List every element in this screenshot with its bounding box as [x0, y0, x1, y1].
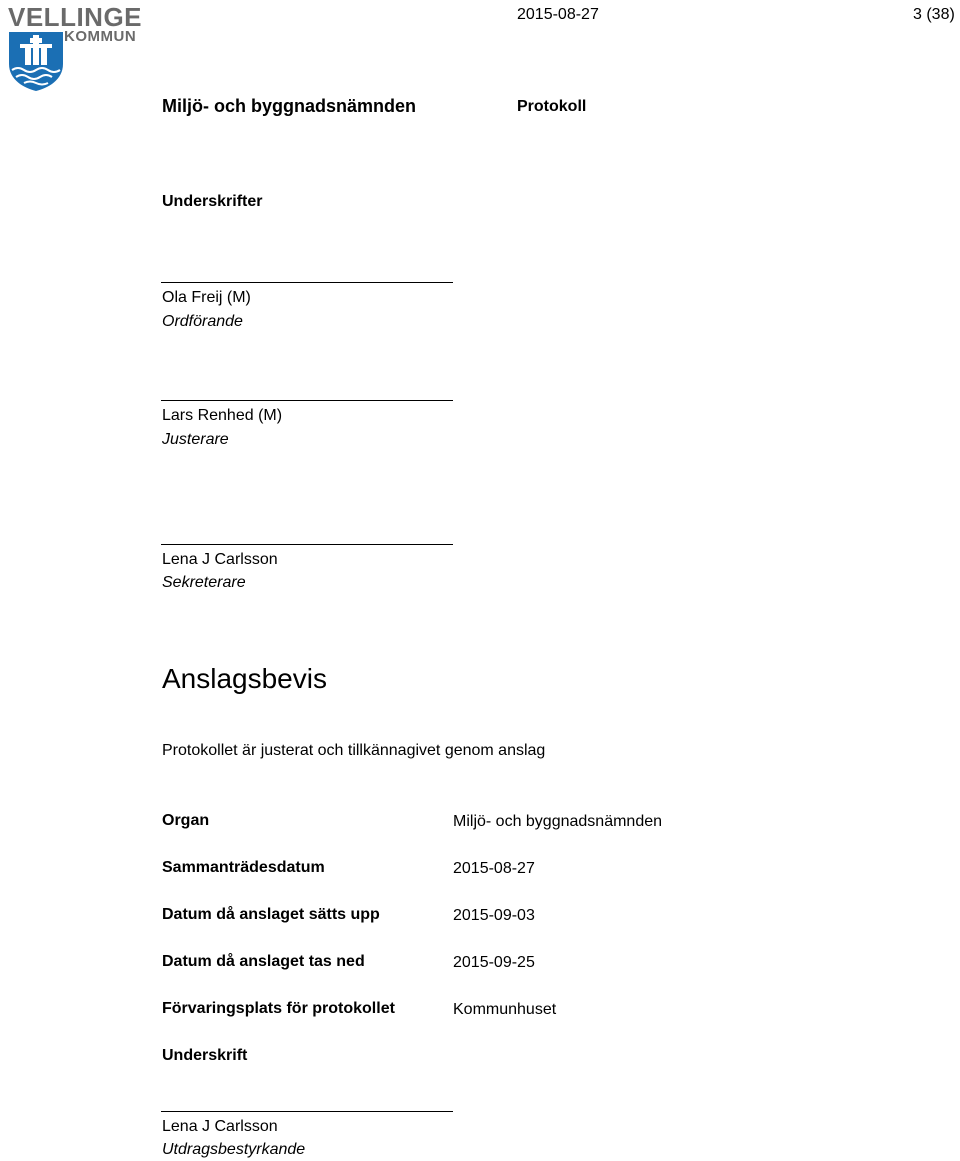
- signature-line: [161, 282, 453, 283]
- signatory-role: Utdragsbestyrkande: [162, 1141, 306, 1158]
- signatures-heading: Underskrifter: [162, 193, 263, 210]
- page-number: 3 (38): [913, 6, 955, 23]
- notice-signature-heading: Underskrift: [162, 1047, 248, 1064]
- logo-name: VELLINGE: [8, 2, 143, 32]
- notice-row-label: Organ: [162, 812, 210, 829]
- notice-text: Protokollet är justerat och tillkännagivet genom anslag: [162, 742, 546, 759]
- notice-row-label: Sammanträdesdatum: [162, 859, 325, 876]
- signature-line: [161, 1111, 453, 1112]
- notice-row-value: 2015-08-27: [453, 860, 535, 877]
- notice-row-label: Förvaringsplats för protokollet: [162, 1000, 395, 1017]
- signatory-name: Ola Freij (M): [162, 289, 251, 306]
- logo-subname: KOMMUN: [64, 28, 137, 45]
- signatory-name: Lars Renhed (M): [162, 407, 283, 424]
- notice-title: Anslagsbevis: [162, 663, 327, 694]
- board-name: Miljö- och byggnadsnämnden: [162, 96, 417, 116]
- document-type: Protokoll: [517, 98, 587, 115]
- notice-row-label: Datum då anslaget sätts upp: [162, 906, 380, 923]
- notice-row-value: Miljö- och byggnadsnämnden: [453, 813, 663, 830]
- notice-row-label: Datum då anslaget tas ned: [162, 953, 365, 970]
- vellinge-kommun-logo: [8, 4, 154, 94]
- notice-row-value: Kommunhuset: [453, 1001, 557, 1018]
- coat-of-arms-icon: [8, 30, 64, 92]
- header-date: 2015-08-27: [517, 6, 599, 23]
- signatory-name: Lena J Carlsson: [162, 1118, 278, 1135]
- signatory-name: Lena J Carlsson: [162, 551, 278, 568]
- signature-line: [161, 400, 453, 401]
- notice-row-value: 2015-09-03: [453, 907, 535, 924]
- signatory-role: Ordförande: [162, 313, 243, 330]
- signatory-role: Justerare: [162, 431, 229, 448]
- notice-row-value: 2015-09-25: [453, 954, 535, 971]
- signature-line: [161, 544, 453, 545]
- signatory-role: Sekreterare: [162, 574, 246, 591]
